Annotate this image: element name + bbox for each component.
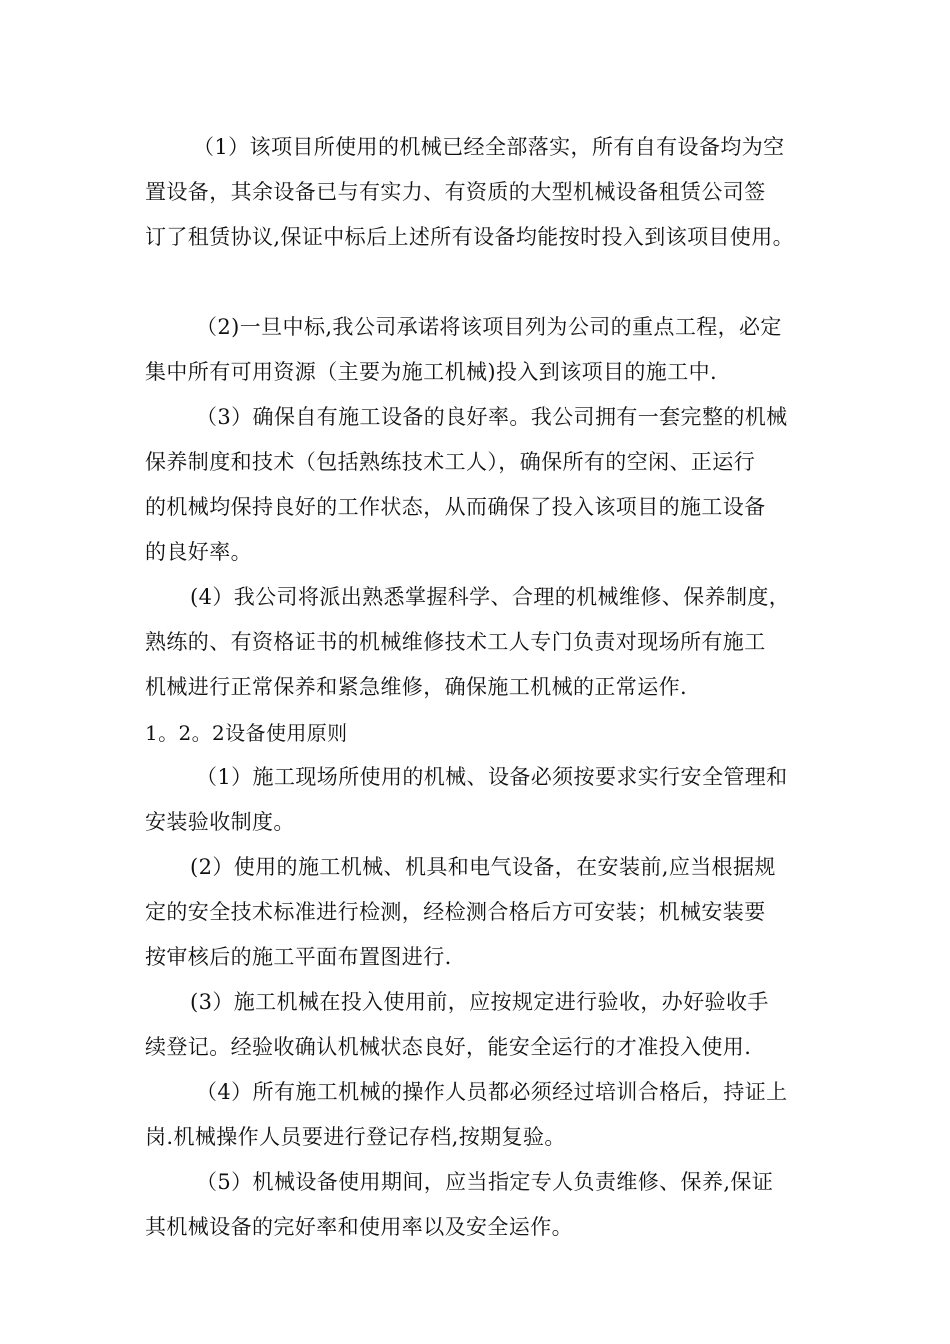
rule-3-line-2: 续登记。经验收确认机械状态良好，能安全运行的才准投入使用. xyxy=(145,1035,752,1059)
rule-3-line-1: (3）施工机械在投入使用前，应按规定进行验收，办好验收手 xyxy=(190,990,769,1014)
rule-4-line-1: （4）所有施工机械的操作人员都必须经过培训合格后，持证上 xyxy=(196,1080,788,1104)
paragraph-3-line-2: 保养制度和技术（包括熟练技术工人），确保所有的空闲、正运行 xyxy=(145,450,756,474)
paragraph-2-line-2: 集中所有可用资源（主要为施工机械)投入到该项目的施工中. xyxy=(145,360,718,384)
paragraph-4-line-3: 机械进行正常保养和紧急维修，确保施工机械的正常运作. xyxy=(145,675,688,699)
rule-2-line-1: (2）使用的施工机械、机具和电气设备，在安装前,应当根据规 xyxy=(190,855,776,879)
paragraph-1-line-2: 置设备，其余设备已与有实力、有资质的大型机械设备租赁公司签 xyxy=(145,180,766,204)
rule-4-line-2: 岗.机械操作人员要进行登记存档,按期复验。 xyxy=(145,1125,566,1149)
rule-1-line-1: （1）施工现场所使用的机械、设备必须按要求实行安全管理和 xyxy=(196,765,788,789)
rule-1-line-2: 安装验收制度。 xyxy=(145,810,295,834)
paragraph-2-line-1: （2)一旦中标,我公司承诺将该项目列为公司的重点工程，必定 xyxy=(196,315,782,339)
rule-5-line-2: 其机械设备的完好率和使用率以及安全运作。 xyxy=(145,1215,573,1239)
paragraph-1-line-1: （1）该项目所使用的机械已经全部落实，所有自有设备均为空 xyxy=(193,135,785,159)
rule-2-line-2: 定的安全技术标准进行检测，经检测合格后方可安装；机械安装要 xyxy=(145,900,766,924)
paragraph-4-line-1: (4）我公司将派出熟悉掌握科学、合理的机械维修、保养制度， xyxy=(190,585,791,609)
paragraph-1-line-3: 订了租赁协议,保证中标后上述所有设备均能按时投入到该项目使用。 xyxy=(145,225,795,249)
section-heading: 1。2。2设备使用原则 xyxy=(145,721,348,745)
paragraph-3-line-3: 的机械均保持良好的工作状态，从而确保了投入该项目的施工设备 xyxy=(145,495,766,519)
rule-2-line-3: 按审核后的施工平面布置图进行. xyxy=(145,945,452,969)
paragraph-3-line-1: （3）确保自有施工设备的良好率。我公司拥有一套完整的机械 xyxy=(196,405,788,429)
paragraph-3-line-4: 的良好率。 xyxy=(145,540,252,564)
paragraph-4-line-2: 熟练的、有资格证书的机械维修技术工人专门负责对现场所有施工 xyxy=(145,630,766,654)
rule-5-line-1: （5）机械设备使用期间，应当指定专人负责维修、保养,保证 xyxy=(196,1170,774,1194)
